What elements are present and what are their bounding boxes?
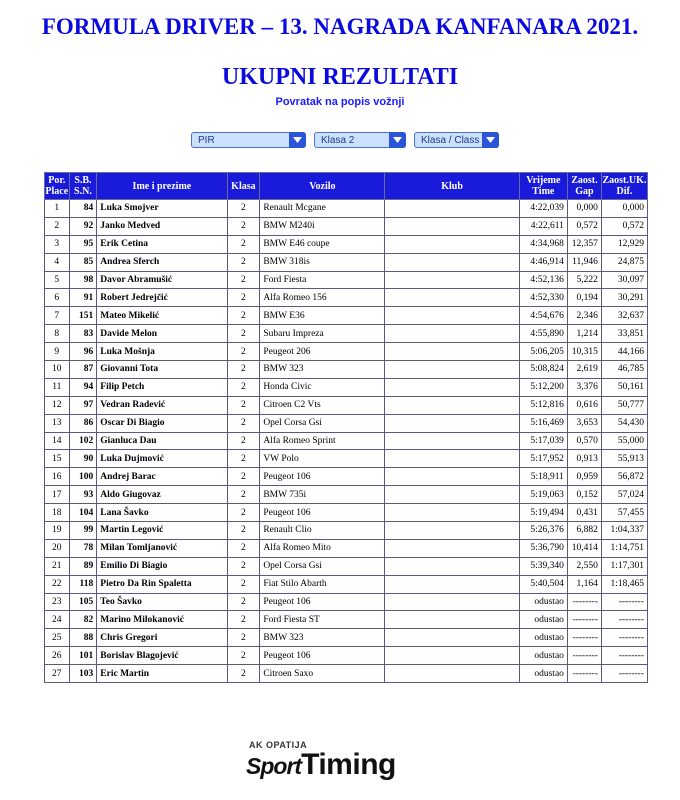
cell-diff: 54,430 bbox=[601, 414, 647, 432]
cell-start-number: 86 bbox=[69, 414, 97, 432]
table-row bbox=[45, 307, 648, 325]
cell-vehicle: BMW 318is bbox=[260, 253, 385, 271]
cell-club bbox=[385, 235, 519, 253]
cell-position: 25 bbox=[45, 629, 70, 647]
cell-club bbox=[385, 414, 519, 432]
cell-name: Erik Cetina bbox=[97, 235, 227, 253]
cell-name: Milan Tomljanović bbox=[97, 539, 227, 557]
table-row bbox=[45, 450, 648, 468]
cell-time: 4:46,914 bbox=[519, 253, 567, 271]
cell-club bbox=[385, 200, 519, 218]
cell-class: 2 bbox=[227, 450, 260, 468]
cell-name: Teo Šavko bbox=[97, 593, 227, 611]
cell-start-number: 97 bbox=[69, 396, 97, 414]
cell-time: 5:17,952 bbox=[519, 450, 567, 468]
table-row bbox=[45, 539, 648, 557]
cell-time: 5:19,063 bbox=[519, 486, 567, 504]
cell-name: Borislav Blagojević bbox=[97, 647, 227, 665]
table-row bbox=[45, 361, 648, 379]
cell-name: Vedran Radević bbox=[97, 396, 227, 414]
cell-vehicle: BMW E36 bbox=[260, 307, 385, 325]
cell-club bbox=[385, 271, 519, 289]
header-position: Por. Place bbox=[45, 173, 70, 200]
cell-name: Filip Petch bbox=[97, 378, 227, 396]
cell-gap: -------- bbox=[567, 665, 601, 683]
cell-start-number: 83 bbox=[69, 325, 97, 343]
cell-time: 5:08,824 bbox=[519, 361, 567, 379]
cell-class: 2 bbox=[227, 665, 260, 683]
cell-position: 5 bbox=[45, 271, 70, 289]
cell-gap: -------- bbox=[567, 611, 601, 629]
cell-name: Andrea Sferch bbox=[97, 253, 227, 271]
cell-position: 12 bbox=[45, 396, 70, 414]
cell-vehicle: Alfa Romeo Mito bbox=[260, 539, 385, 557]
results-body bbox=[45, 200, 648, 683]
cell-class: 2 bbox=[227, 361, 260, 379]
cell-position: 21 bbox=[45, 557, 70, 575]
table-row bbox=[45, 378, 648, 396]
cell-diff: 30,291 bbox=[601, 289, 647, 307]
table-row bbox=[45, 200, 648, 218]
cell-class: 2 bbox=[227, 504, 260, 522]
cell-start-number: 151 bbox=[69, 307, 97, 325]
cell-club bbox=[385, 343, 519, 361]
class-select-value: Klasa 2 bbox=[321, 135, 355, 146]
cell-position: 10 bbox=[45, 361, 70, 379]
table-row bbox=[45, 557, 648, 575]
cell-position: 11 bbox=[45, 378, 70, 396]
cell-name: Gianluca Dau bbox=[97, 432, 227, 450]
table-row bbox=[45, 289, 648, 307]
cell-start-number: 103 bbox=[69, 665, 97, 683]
header-gap: Zaost. Gap bbox=[567, 173, 601, 200]
cell-gap: 0,913 bbox=[567, 450, 601, 468]
cell-class: 2 bbox=[227, 289, 260, 307]
cell-club bbox=[385, 307, 519, 325]
cell-club bbox=[385, 217, 519, 235]
cell-time: 5:39,340 bbox=[519, 557, 567, 575]
cell-gap: 6,882 bbox=[567, 522, 601, 540]
table-row bbox=[45, 593, 648, 611]
cell-diff: 1:17,301 bbox=[601, 557, 647, 575]
cell-gap: 0,431 bbox=[567, 504, 601, 522]
cell-diff: 55,000 bbox=[601, 432, 647, 450]
cell-class: 2 bbox=[227, 235, 260, 253]
cell-position: 4 bbox=[45, 253, 70, 271]
cell-name: Andrej Barac bbox=[97, 468, 227, 486]
cell-start-number: 90 bbox=[69, 450, 97, 468]
cell-start-number: 82 bbox=[69, 611, 97, 629]
cell-time: 5:12,816 bbox=[519, 396, 567, 414]
cell-diff: -------- bbox=[601, 611, 647, 629]
table-row bbox=[45, 522, 648, 540]
cell-position: 20 bbox=[45, 539, 70, 557]
cell-time: 4:52,330 bbox=[519, 289, 567, 307]
cell-time: 5:36,790 bbox=[519, 539, 567, 557]
header-club: Klub bbox=[385, 173, 519, 200]
logo-wordmark bbox=[246, 748, 396, 782]
cell-time: 5:17,039 bbox=[519, 432, 567, 450]
cell-class: 2 bbox=[227, 307, 260, 325]
table-row bbox=[45, 253, 648, 271]
cell-position: 16 bbox=[45, 468, 70, 486]
cell-vehicle: Subaru Impreza bbox=[260, 325, 385, 343]
cell-club bbox=[385, 539, 519, 557]
cell-position: 24 bbox=[45, 611, 70, 629]
cell-gap: 0,194 bbox=[567, 289, 601, 307]
cell-diff: 1:14,751 bbox=[601, 539, 647, 557]
cell-name: Lana Šavko bbox=[97, 504, 227, 522]
cell-start-number: 96 bbox=[69, 343, 97, 361]
cell-start-number: 104 bbox=[69, 504, 97, 522]
cell-position: 8 bbox=[45, 325, 70, 343]
cell-position: 3 bbox=[45, 235, 70, 253]
cell-time: odustao bbox=[519, 611, 567, 629]
cell-diff: 33,851 bbox=[601, 325, 647, 343]
cell-start-number: 95 bbox=[69, 235, 97, 253]
table-row bbox=[45, 468, 648, 486]
cell-gap: 10,315 bbox=[567, 343, 601, 361]
cell-class: 2 bbox=[227, 593, 260, 611]
chevron-down-icon bbox=[289, 132, 306, 148]
cell-position: 18 bbox=[45, 504, 70, 522]
cell-name: Luka Mošnja bbox=[97, 343, 227, 361]
cell-name: Pietro Da Rin Spaletta bbox=[97, 575, 227, 593]
cell-diff: 12,929 bbox=[601, 235, 647, 253]
cell-time: 5:19,494 bbox=[519, 504, 567, 522]
cell-club bbox=[385, 325, 519, 343]
cell-position: 19 bbox=[45, 522, 70, 540]
cell-class: 2 bbox=[227, 378, 260, 396]
cell-name: Davor Abramušić bbox=[97, 271, 227, 289]
cell-vehicle: Peugeot 106 bbox=[260, 593, 385, 611]
cell-vehicle: BMW 323 bbox=[260, 629, 385, 647]
cell-gap: 0,572 bbox=[567, 217, 601, 235]
cell-club bbox=[385, 486, 519, 504]
logo-timing-text: Timing bbox=[301, 748, 396, 781]
cell-position: 7 bbox=[45, 307, 70, 325]
cell-class: 2 bbox=[227, 325, 260, 343]
cell-name: Chris Gregori bbox=[97, 629, 227, 647]
cell-vehicle: Renault Mcgane bbox=[260, 200, 385, 218]
cell-club bbox=[385, 468, 519, 486]
cell-vehicle: Peugeot 206 bbox=[260, 343, 385, 361]
cell-start-number: 92 bbox=[69, 217, 97, 235]
cell-position: 26 bbox=[45, 647, 70, 665]
cell-club bbox=[385, 432, 519, 450]
cell-class: 2 bbox=[227, 200, 260, 218]
cell-class: 2 bbox=[227, 557, 260, 575]
cell-time: 5:06,205 bbox=[519, 343, 567, 361]
cell-diff: 32,637 bbox=[601, 307, 647, 325]
cell-vehicle: Alfa Romeo Sprint bbox=[260, 432, 385, 450]
cell-position: 2 bbox=[45, 217, 70, 235]
cell-vehicle: Peugeot 106 bbox=[260, 468, 385, 486]
cell-diff: 44,166 bbox=[601, 343, 647, 361]
cell-gap: 0,616 bbox=[567, 396, 601, 414]
cell-name: Aldo Giugovaz bbox=[97, 486, 227, 504]
cell-time: odustao bbox=[519, 629, 567, 647]
cell-diff: -------- bbox=[601, 647, 647, 665]
cell-diff: 57,455 bbox=[601, 504, 647, 522]
cell-diff: 1:18,465 bbox=[601, 575, 647, 593]
cell-start-number: 85 bbox=[69, 253, 97, 271]
cell-diff: 1:04,337 bbox=[601, 522, 647, 540]
cell-gap: 3,376 bbox=[567, 378, 601, 396]
cell-name: Davide Melon bbox=[97, 325, 227, 343]
results-table bbox=[44, 172, 648, 683]
table-row bbox=[45, 325, 648, 343]
cell-club bbox=[385, 450, 519, 468]
table-row bbox=[45, 271, 648, 289]
cell-club bbox=[385, 647, 519, 665]
cell-name: Robert Jedrejčić bbox=[97, 289, 227, 307]
cell-club bbox=[385, 378, 519, 396]
cell-diff: 24,875 bbox=[601, 253, 647, 271]
cell-class: 2 bbox=[227, 575, 260, 593]
cell-gap: 2,619 bbox=[567, 361, 601, 379]
cell-start-number: 93 bbox=[69, 486, 97, 504]
cell-time: 5:18,911 bbox=[519, 468, 567, 486]
run-select-value: PIR bbox=[198, 135, 215, 146]
cell-class: 2 bbox=[227, 539, 260, 557]
table-row bbox=[45, 611, 648, 629]
cell-name: Oscar Di Biagio bbox=[97, 414, 227, 432]
cell-start-number: 118 bbox=[69, 575, 97, 593]
cell-diff: -------- bbox=[601, 629, 647, 647]
cell-class: 2 bbox=[227, 217, 260, 235]
cell-name: Luka Smojver bbox=[97, 200, 227, 218]
cell-diff: 55,913 bbox=[601, 450, 647, 468]
cell-vehicle: BMW M240i bbox=[260, 217, 385, 235]
cell-gap: 3,653 bbox=[567, 414, 601, 432]
cell-time: odustao bbox=[519, 593, 567, 611]
cell-name: Emilio Di Biagio bbox=[97, 557, 227, 575]
cell-gap: 0,959 bbox=[567, 468, 601, 486]
cell-name: Martin Legović bbox=[97, 522, 227, 540]
table-row bbox=[45, 217, 648, 235]
cell-diff: 30,097 bbox=[601, 271, 647, 289]
cell-class: 2 bbox=[227, 522, 260, 540]
cell-time: 5:26,376 bbox=[519, 522, 567, 540]
chevron-down-icon bbox=[482, 132, 499, 148]
cell-start-number: 94 bbox=[69, 378, 97, 396]
table-row bbox=[45, 235, 648, 253]
cell-start-number: 101 bbox=[69, 647, 97, 665]
header-class: Klasa bbox=[227, 173, 260, 200]
cell-start-number: 88 bbox=[69, 629, 97, 647]
table-row bbox=[45, 414, 648, 432]
cell-class: 2 bbox=[227, 253, 260, 271]
cell-diff: -------- bbox=[601, 593, 647, 611]
cell-position: 17 bbox=[45, 486, 70, 504]
cell-time: 4:34,968 bbox=[519, 235, 567, 253]
back-to-runs-link[interactable]: Povratak na popis vožnji bbox=[275, 96, 405, 108]
cell-start-number: 91 bbox=[69, 289, 97, 307]
page-title: FORMULA DRIVER – 13. NAGRADA KANFANARA 2021. bbox=[41, 14, 639, 39]
cell-class: 2 bbox=[227, 396, 260, 414]
logo-sport-text: Sport bbox=[246, 753, 302, 779]
cell-gap: 1,214 bbox=[567, 325, 601, 343]
table-row bbox=[45, 575, 648, 593]
cell-position: 14 bbox=[45, 432, 70, 450]
cell-vehicle: Fiat Stilo Abarth bbox=[260, 575, 385, 593]
sport-timing-logo bbox=[246, 740, 446, 790]
class-type-select-value: Klasa / Class bbox=[421, 135, 480, 146]
cell-start-number: 102 bbox=[69, 432, 97, 450]
cell-vehicle: BMW E46 coupe bbox=[260, 235, 385, 253]
cell-class: 2 bbox=[227, 611, 260, 629]
cell-club bbox=[385, 396, 519, 414]
cell-name: Mateo Mikelić bbox=[97, 307, 227, 325]
header-time: Vrijeme Time bbox=[519, 173, 567, 200]
cell-position: 22 bbox=[45, 575, 70, 593]
cell-gap: 0,152 bbox=[567, 486, 601, 504]
cell-start-number: 84 bbox=[69, 200, 97, 218]
cell-start-number: 87 bbox=[69, 361, 97, 379]
cell-diff: 56,872 bbox=[601, 468, 647, 486]
cell-time: 4:22,039 bbox=[519, 200, 567, 218]
cell-position: 9 bbox=[45, 343, 70, 361]
cell-position: 23 bbox=[45, 593, 70, 611]
table-row bbox=[45, 343, 648, 361]
cell-time: odustao bbox=[519, 647, 567, 665]
cell-club bbox=[385, 361, 519, 379]
cell-start-number: 98 bbox=[69, 271, 97, 289]
header-vehicle: Vozilo bbox=[260, 173, 385, 200]
cell-position: 27 bbox=[45, 665, 70, 683]
cell-start-number: 105 bbox=[69, 593, 97, 611]
cell-time: 5:12,200 bbox=[519, 378, 567, 396]
cell-vehicle: BMW 323 bbox=[260, 361, 385, 379]
cell-gap: 12,357 bbox=[567, 235, 601, 253]
cell-gap: 0,000 bbox=[567, 200, 601, 218]
cell-name: Marino Milokanović bbox=[97, 611, 227, 629]
cell-club bbox=[385, 557, 519, 575]
cell-diff: 46,785 bbox=[601, 361, 647, 379]
cell-diff: 0,572 bbox=[601, 217, 647, 235]
cell-time: 5:16,469 bbox=[519, 414, 567, 432]
cell-time: 4:54,676 bbox=[519, 307, 567, 325]
cell-club bbox=[385, 253, 519, 271]
cell-gap: 5,222 bbox=[567, 271, 601, 289]
cell-club bbox=[385, 289, 519, 307]
cell-start-number: 78 bbox=[69, 539, 97, 557]
cell-name: Eric Martin bbox=[97, 665, 227, 683]
cell-vehicle: Peugeot 106 bbox=[260, 647, 385, 665]
cell-position: 15 bbox=[45, 450, 70, 468]
class-select[interactable] bbox=[314, 132, 406, 148]
cell-time: odustao bbox=[519, 665, 567, 683]
cell-class: 2 bbox=[227, 414, 260, 432]
cell-start-number: 99 bbox=[69, 522, 97, 540]
cell-club bbox=[385, 611, 519, 629]
cell-gap: 10,414 bbox=[567, 539, 601, 557]
table-header-row bbox=[45, 173, 648, 200]
cell-class: 2 bbox=[227, 647, 260, 665]
table-row bbox=[45, 432, 648, 450]
cell-vehicle: Opel Corsa Gsi bbox=[260, 557, 385, 575]
cell-vehicle: Peugeot 106 bbox=[260, 504, 385, 522]
cell-vehicle: Alfa Romeo 156 bbox=[260, 289, 385, 307]
cell-start-number: 89 bbox=[69, 557, 97, 575]
cell-start-number: 100 bbox=[69, 468, 97, 486]
cell-time: 4:55,890 bbox=[519, 325, 567, 343]
cell-club bbox=[385, 575, 519, 593]
cell-club bbox=[385, 665, 519, 683]
table-row bbox=[45, 486, 648, 504]
cell-gap: -------- bbox=[567, 629, 601, 647]
table-row bbox=[45, 647, 648, 665]
cell-position: 6 bbox=[45, 289, 70, 307]
cell-club bbox=[385, 504, 519, 522]
table-row bbox=[45, 629, 648, 647]
cell-class: 2 bbox=[227, 468, 260, 486]
cell-vehicle: Citroen Saxo bbox=[260, 665, 385, 683]
cell-vehicle: Citroen C2 Vts bbox=[260, 396, 385, 414]
cell-gap: 1,164 bbox=[567, 575, 601, 593]
table-row bbox=[45, 396, 648, 414]
header-start-number: S.B. S.N. bbox=[69, 173, 97, 200]
cell-name: Giovanni Tota bbox=[97, 361, 227, 379]
header-name: Ime i prezime bbox=[97, 173, 227, 200]
run-select[interactable] bbox=[191, 132, 306, 148]
cell-diff: -------- bbox=[601, 665, 647, 683]
cell-time: 4:52,136 bbox=[519, 271, 567, 289]
cell-vehicle: BMW 735i bbox=[260, 486, 385, 504]
logo-club-text: AK OPATIJA bbox=[249, 740, 308, 750]
cell-vehicle: Ford Fiesta bbox=[260, 271, 385, 289]
cell-diff: 57,024 bbox=[601, 486, 647, 504]
cell-vehicle: VW Polo bbox=[260, 450, 385, 468]
cell-gap: 2,550 bbox=[567, 557, 601, 575]
cell-gap: 11,946 bbox=[567, 253, 601, 271]
page-subtitle: UKUPNI REZULTATI bbox=[221, 64, 459, 90]
cell-gap: -------- bbox=[567, 647, 601, 665]
header-diff: Zaost.UK. Dif. bbox=[601, 173, 647, 200]
cell-position: 13 bbox=[45, 414, 70, 432]
cell-vehicle: Honda Civic bbox=[260, 378, 385, 396]
cell-gap: 0,570 bbox=[567, 432, 601, 450]
cell-name: Janko Medved bbox=[97, 217, 227, 235]
cell-diff: 0,000 bbox=[601, 200, 647, 218]
cell-club bbox=[385, 522, 519, 540]
table-row bbox=[45, 504, 648, 522]
cell-club bbox=[385, 629, 519, 647]
cell-time: 4:22,611 bbox=[519, 217, 567, 235]
table-row bbox=[45, 665, 648, 683]
cell-time: 5:40,504 bbox=[519, 575, 567, 593]
cell-class: 2 bbox=[227, 486, 260, 504]
cell-vehicle: Opel Corsa Gsi bbox=[260, 414, 385, 432]
cell-diff: 50,777 bbox=[601, 396, 647, 414]
chevron-down-icon bbox=[389, 132, 406, 148]
cell-name: Luka Dujmović bbox=[97, 450, 227, 468]
cell-gap: 2,346 bbox=[567, 307, 601, 325]
cell-vehicle: Ford Fiesta ST bbox=[260, 611, 385, 629]
cell-vehicle: Renault Clio bbox=[260, 522, 385, 540]
cell-position: 1 bbox=[45, 200, 70, 218]
cell-class: 2 bbox=[227, 343, 260, 361]
class-type-select[interactable] bbox=[414, 132, 499, 148]
cell-gap: -------- bbox=[567, 593, 601, 611]
cell-diff: 50,161 bbox=[601, 378, 647, 396]
cell-club bbox=[385, 593, 519, 611]
cell-class: 2 bbox=[227, 432, 260, 450]
cell-class: 2 bbox=[227, 271, 260, 289]
cell-class: 2 bbox=[227, 629, 260, 647]
